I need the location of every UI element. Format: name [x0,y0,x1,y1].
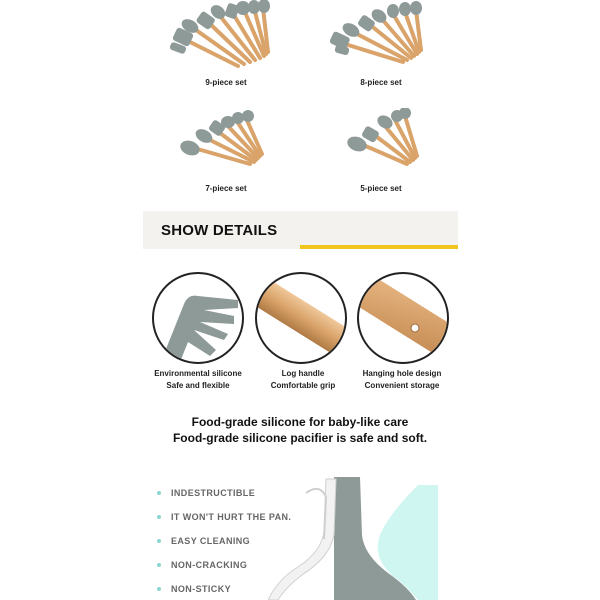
set-caption: 9-piece set [205,78,247,87]
feature-silicone [138,368,258,392]
bullet-item: NON-STICKY [157,584,231,594]
set-caption: 7-piece set [205,184,247,193]
bullet-item: NON-CRACKING [157,560,247,570]
set-9-piece [146,0,306,87]
details-title: SHOW DETAILS [161,222,278,239]
utensil-set-9-icon [146,0,306,76]
hanging-hole-icon [359,274,447,362]
silicone-slotted-head-icon [154,274,242,362]
feature-circle-handle [255,272,347,364]
set-5-piece [301,108,461,193]
bullet-dot-icon [157,515,161,519]
tagline-line-2: Food-grade silicone pacifier is safe and soft. [172,431,428,445]
bullet-dot-icon [157,539,161,543]
bullet-item: EASY CLEANING [157,536,250,546]
set-caption: 8-piece set [360,78,402,87]
bullet-dot-icon [157,587,161,591]
feature-hole [342,368,462,392]
tagline-line-1: Food-grade silicone for baby-like care [191,415,409,429]
bullet-item: INDESTRUCTIBLE [157,488,255,498]
utensil-set-5-icon [301,108,461,178]
feature-title: Hanging hole design [362,369,442,378]
set-caption: 5-piece set [360,184,402,193]
bullet-item: IT WON'T HURT THE PAN. [157,512,291,522]
feature-subtitle: Safe and flexible [166,381,230,390]
set-7-piece [146,108,306,193]
set-8-piece [301,0,461,87]
bullet-dot-icon [157,563,161,567]
utensil-set-7-icon [146,108,306,178]
feature-subtitle: Comfortable grip [270,381,336,390]
utensil-set-8-icon [301,0,461,76]
feature-title: Log handle [281,369,325,378]
feature-subtitle: Convenient storage [364,381,440,390]
feature-circle-silicone [152,272,244,364]
details-accent-bar [300,245,458,249]
wooden-handle-icon [257,274,345,362]
feature-circle-hole [357,272,449,364]
spatula-product-image [268,475,438,600]
feature-title: Environmental silicone [154,369,242,378]
bullet-dot-icon [157,491,161,495]
